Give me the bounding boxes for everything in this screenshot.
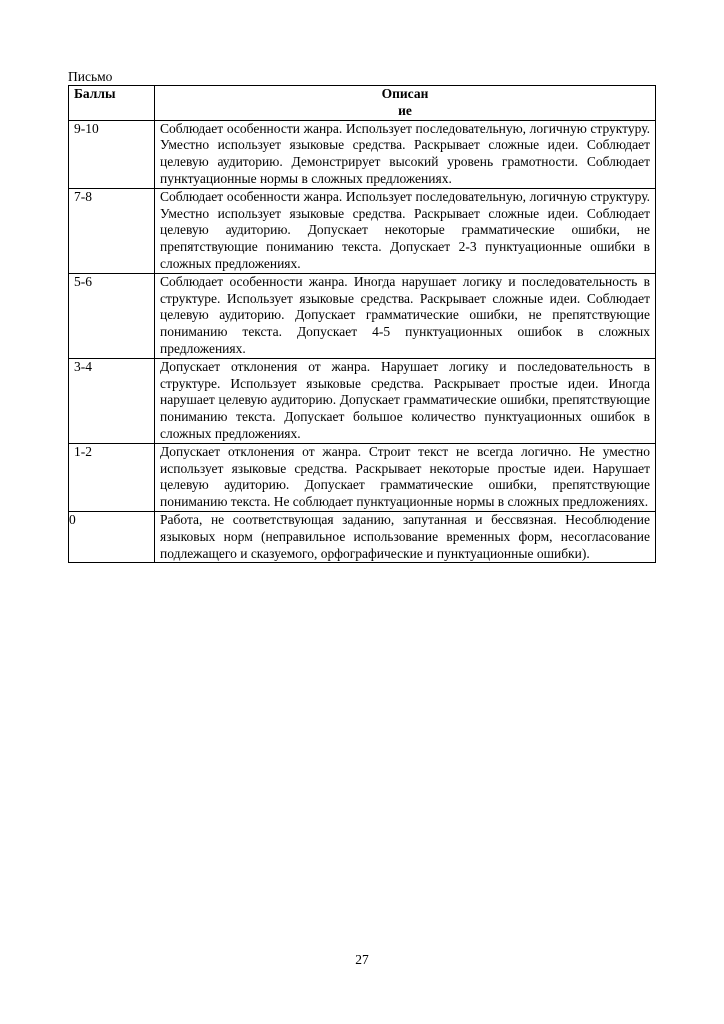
table-row bbox=[69, 188, 656, 273]
table-row bbox=[69, 443, 656, 511]
description-cell: Соблюдает особенности жанра. Иногда нарушает логику и последовательность в структуре. Использует языковые средства. Раскрывает сложные идеи. Соблюдает целевую аудиторию. Допускает грамматические ошибки, не препятствующие пониманию текста. Допускает 4-5 пунктуационных ошибок в сложных предложениях. bbox=[155, 273, 656, 358]
score-cell: 3-4 bbox=[69, 358, 155, 443]
description-cell: Допускает отклонения от жанра. Нарушает логику и последовательность в структуре. Использует языковые средства. Раскрывает простые идеи. Иногда нарушает целевую аудиторию. Допускает грамматические ошибки, препятствующие пониманию текста. Допускает большое количество пунктуационных ошибок в сложных предложениях. bbox=[155, 358, 656, 443]
score-cell: 1-2 bbox=[69, 443, 155, 511]
table-row bbox=[69, 120, 656, 188]
description-cell: Работа, не соответствующая заданию, запутанная и бессвязная. Несоблюдение языковых норм (неправильное использование временных форм, несогласование подлежащего и сказуемого, орфографические и пунктуационные ошибки). bbox=[155, 511, 656, 562]
page-number: 27 bbox=[355, 952, 369, 967]
section-title: Письмо bbox=[68, 69, 113, 84]
table-header-row bbox=[69, 86, 656, 121]
score-cell: 5-6 bbox=[69, 273, 155, 358]
header-description-label: Описание bbox=[381, 86, 429, 118]
score-cell: 0 bbox=[69, 511, 155, 562]
score-cell: 9-10 bbox=[69, 120, 155, 188]
rubric-table bbox=[68, 85, 656, 563]
header-score: Баллы bbox=[69, 86, 155, 121]
description-cell: Допускает отклонения от жанра. Строит текст не всегда логично. Не уместно использует языковые средства. Раскрывает некоторые простые идеи. Нарушает целевую аудиторию. Допускает грамматические ошибки, препятствующие пониманию текста. Не соблюдает пунктуационные нормы в сложных предложениях. bbox=[155, 443, 656, 511]
header-description bbox=[155, 86, 656, 121]
table-row bbox=[69, 511, 656, 562]
description-cell: Соблюдает особенности жанра. Использует последовательную, логичную структуру. Уместно использует языковые средства. Раскрывает сложные идеи. Соблюдает целевую аудиторию. Демонстрирует высокий уровень грамотности. Соблюдает пунктуационные нормы в сложных предложениях. bbox=[155, 120, 656, 188]
table-row bbox=[69, 273, 656, 358]
table-row bbox=[69, 358, 656, 443]
score-cell: 7-8 bbox=[69, 188, 155, 273]
description-cell: Соблюдает особенности жанра. Использует последовательную, логичную структуру. Уместно использует языковые средства. Раскрывает сложные идеи. Соблюдает целевую аудиторию. Допускает некоторые грамматические ошибки, не препятствующие пониманию текста. Допускает 2-3 пунктуационные ошибки в сложных предложениях. bbox=[155, 188, 656, 273]
